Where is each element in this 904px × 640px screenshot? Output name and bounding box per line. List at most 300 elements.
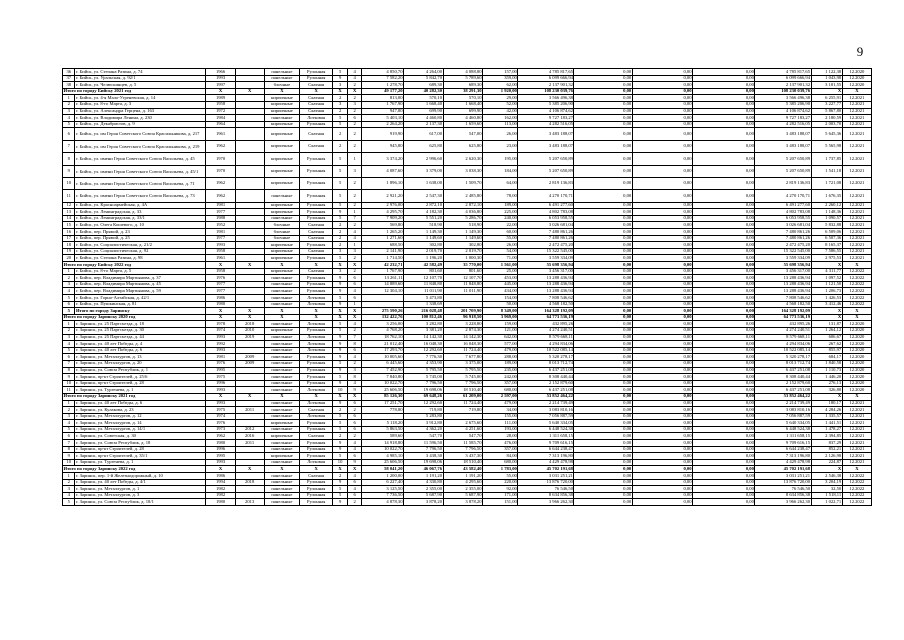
- table-cell: 3 381,20: [404, 327, 444, 334]
- table-cell: 12.2021: [842, 242, 871, 249]
- table-cell: 4 460,80: [404, 115, 444, 122]
- table-cell: 0,00: [632, 222, 692, 229]
- table-cell: X: [300, 466, 333, 473]
- table-cell: X: [347, 466, 362, 473]
- cell-address: г. Заринск, ул. Металлургов, д. 3: [75, 492, 206, 499]
- table-cell: 0,00: [693, 420, 755, 427]
- table-cell: 0,00: [574, 446, 632, 453]
- table-row: [63, 334, 872, 341]
- table-cell: 45 702 191,68: [755, 466, 811, 473]
- table-cell: 10 522 085,14: [755, 347, 811, 354]
- table-cell: 680,00: [483, 387, 518, 394]
- table-cell: 0,00: [632, 295, 692, 302]
- table-cell: 7 808 546,62: [755, 295, 811, 302]
- table-cell: кирпичные: [264, 128, 299, 140]
- cell-address: г. Заринск, ул. Металлургов, д. 13: [75, 354, 206, 361]
- table-cell: 3: [333, 101, 348, 108]
- table-cell: 6: [347, 275, 362, 282]
- table-cell: 0,00: [632, 128, 692, 140]
- table-cell: 5 207 650,89: [755, 165, 811, 177]
- table-cell: 12.2021: [842, 229, 871, 236]
- table-cell: 2010: [235, 327, 264, 334]
- table-cell: 12.2021: [842, 400, 871, 407]
- table-cell: 5: [333, 190, 348, 202]
- table-cell: панельные: [264, 301, 299, 308]
- table-cell: 45 702 191,68: [518, 466, 574, 473]
- table-cell: 4: [347, 69, 362, 76]
- table-cell: 4: [347, 473, 362, 480]
- table-cell: Рулонная: [300, 255, 333, 262]
- table-cell: 0,00: [574, 473, 632, 480]
- table-cell: 11: [63, 387, 75, 394]
- table-cell: 12 292,60: [404, 400, 444, 407]
- table-cell: 35 770,00: [443, 262, 483, 269]
- table-cell: [443, 295, 483, 302]
- table-cell: 12.2021: [842, 108, 871, 115]
- table-cell: панельные: [264, 492, 299, 499]
- table-cell: 0,00: [632, 115, 692, 122]
- table-cell: 0,00: [693, 479, 755, 486]
- table-cell: X: [333, 314, 348, 321]
- table-cell: X: [347, 262, 362, 269]
- table-cell: 0,00: [693, 321, 755, 328]
- table-cell: 2: [63, 407, 75, 414]
- table-cell: 8 308 440,44: [755, 374, 811, 381]
- table-cell: 1974: [206, 413, 235, 420]
- table-cell: X: [264, 466, 299, 473]
- table-cell: 3 456 317,00: [518, 268, 574, 275]
- table-cell: Рулонная: [300, 69, 333, 76]
- table-cell: 11 724,40: [443, 347, 483, 354]
- table-cell: 14 889,60: [362, 281, 404, 288]
- table-cell: 0,00: [693, 95, 755, 102]
- table-row: [63, 229, 872, 236]
- table-cell: 0,00: [574, 153, 632, 165]
- table-cell: 2: [347, 108, 362, 115]
- table-cell: кирпичные: [264, 95, 299, 102]
- table-cell: 5 842,70: [404, 75, 444, 82]
- table-cell: 25,00: [483, 268, 518, 275]
- table-cell: 5: [333, 165, 348, 177]
- table-cell: 1 196,20: [404, 255, 444, 262]
- table-cell: 2: [347, 121, 362, 128]
- table-cell: 5 687,90: [443, 492, 483, 499]
- table-cell: 589,60: [362, 433, 404, 440]
- table-cell: 0,00: [693, 433, 755, 440]
- table-cell: 2: [347, 433, 362, 440]
- table-cell: 4 429 478,98: [518, 459, 574, 466]
- table-cell: 689,30: [404, 82, 444, 89]
- table-cell: 1961: [206, 255, 235, 262]
- table-cell: 0,00: [693, 165, 755, 177]
- table-cell: 7 452,90: [362, 367, 404, 374]
- table-cell: 12.2021: [842, 121, 871, 128]
- table-cell: 1 446,20: [811, 374, 842, 381]
- table-cell: 1 659,60: [443, 121, 483, 128]
- table-cell: 7 796,50: [404, 380, 444, 387]
- table-row: [63, 153, 872, 165]
- table-cell: 11 585,70: [443, 440, 483, 447]
- table-cell: 0,00: [632, 82, 692, 89]
- table-cell: 2: [347, 222, 362, 229]
- table-cell: 2: [333, 222, 348, 229]
- table-cell: 0,00: [574, 215, 632, 222]
- table-cell: панельные: [264, 115, 299, 122]
- cell-address: г. Заринск, ул. Металлургов, д. 14: [75, 420, 206, 427]
- table-cell: блочные: [264, 229, 299, 236]
- table-cell: 3 559 334,09: [518, 255, 574, 262]
- table-cell: 5: [333, 215, 348, 222]
- table-cell: 8 634 856,38: [518, 492, 574, 499]
- table-cell: панельные: [264, 499, 299, 506]
- table-cell: Рулонная: [300, 242, 333, 249]
- table-cell: 3 483 188,07: [755, 128, 811, 140]
- table-cell: X: [206, 262, 235, 269]
- table-cell: [235, 108, 264, 115]
- table-cell: 1975: [206, 407, 235, 414]
- table-cell: 0,00: [693, 492, 755, 499]
- cell-address: г. Бийск, ул. имени Героя Советского Союза Васильева, д. 73: [75, 190, 206, 202]
- table-cell: 60,00: [483, 229, 518, 236]
- table-cell: 184,00: [483, 165, 518, 177]
- table-cell: 3 026 681,04: [755, 222, 811, 229]
- table-cell: 64 773 536,19: [518, 314, 574, 321]
- table-row: [63, 209, 872, 216]
- table-cell: 0,00: [693, 235, 755, 242]
- table-row: [63, 275, 872, 282]
- table-cell: 5: [333, 453, 348, 460]
- table-cell: 2 152 879,60: [518, 380, 574, 387]
- table-cell: 434,00: [483, 288, 518, 295]
- table-cell: 547,70: [404, 433, 444, 440]
- table-cell: 0,00: [574, 101, 632, 108]
- table-cell: 224,87: [811, 459, 842, 466]
- table-cell: X: [811, 262, 842, 269]
- cell-total-label: Итого по городу Заринску 2021 год: [63, 393, 206, 400]
- table-cell: 9: [333, 440, 348, 447]
- cell-address: г. Бийск, ул. Пушкинская, д. 81: [75, 301, 206, 308]
- table-cell: X: [235, 393, 264, 400]
- table-cell: 0,00: [574, 433, 632, 440]
- table-cell: панельные: [264, 341, 299, 348]
- buildings-table-container: [62, 68, 872, 506]
- table-cell: 0,00: [693, 466, 755, 473]
- table-cell: 22,00: [483, 222, 518, 229]
- table-cell: 2: [63, 327, 75, 334]
- table-cell: 1966: [206, 69, 235, 76]
- table-cell: 3: [333, 268, 348, 275]
- table-cell: 7 586,55: [811, 248, 842, 255]
- table-cell: панельные: [264, 413, 299, 420]
- cell-address: г. Бийск, ул. Уральская, д. 92/1: [75, 75, 206, 82]
- cell-address: г. Заринск, ул. Союза Республик, д. 18: [75, 440, 206, 447]
- table-cell: 8 579 668,11: [755, 334, 811, 341]
- table-cell: 15 322 545,00: [518, 248, 574, 255]
- cell-total-label: Итого по городу Заринску: [75, 308, 206, 315]
- table-cell: 4 294 834,06: [755, 341, 811, 348]
- table-cell: 28,00: [483, 433, 518, 440]
- table-cell: 9: [333, 367, 348, 374]
- cell-address: г. Заринск, ул. 40 лет Победы, д. 4: [75, 341, 206, 348]
- table-cell: X: [347, 308, 362, 315]
- table-cell: 2 355,00: [404, 486, 444, 493]
- table-cell: 1993: [206, 334, 235, 341]
- table-cell: 1993: [206, 459, 235, 466]
- table-cell: 0,00: [693, 347, 755, 354]
- table-cell: 0,00: [693, 295, 755, 302]
- table-cell: 6 099 666,94: [755, 75, 811, 82]
- table-cell: Рулонная: [300, 486, 333, 493]
- table-cell: 5: [333, 426, 348, 433]
- table-cell: 12.2021: [842, 209, 871, 216]
- table-cell: [235, 242, 264, 249]
- table-cell: 6 437 251,08: [755, 387, 811, 394]
- cell-total-label: Итого по городу Бийску 2022 год: [63, 262, 206, 269]
- table-cell: 53 852 464,22: [518, 393, 574, 400]
- cell-address: г. Бийск, ул. Красноармейская, д. 4А: [75, 202, 206, 209]
- table-cell: 1 668,40: [443, 101, 483, 108]
- table-cell: 4: [63, 420, 75, 427]
- table-cell: X: [264, 308, 299, 315]
- table-row: [63, 69, 872, 76]
- table-cell: 1970: [206, 165, 235, 177]
- table-cell: 0,00: [632, 327, 692, 334]
- table-cell: 14: [63, 215, 75, 222]
- table-cell: 276,13: [811, 380, 842, 387]
- table-cell: 7 796,50: [443, 380, 483, 387]
- table-cell: 12.2021: [842, 140, 871, 152]
- table-cell: 1 149,60: [443, 235, 483, 242]
- table-cell: 5 385 206,90: [755, 101, 811, 108]
- table-cell: 0,00: [632, 499, 692, 506]
- table-cell: X: [206, 393, 235, 400]
- table-cell: 2: [333, 242, 348, 249]
- table-cell: 4 284,26: [811, 407, 842, 414]
- table-row: [63, 165, 872, 177]
- table-cell: 5: [63, 499, 75, 506]
- table-cell: 9: [333, 400, 348, 407]
- table-cell: 18 510,40: [443, 387, 483, 394]
- table-cell: 2 137,30: [404, 121, 444, 128]
- table-cell: 3: [63, 334, 75, 341]
- table-row: [63, 446, 872, 453]
- table-cell: 2 260,12: [811, 202, 842, 209]
- table-cell: 6: [347, 492, 362, 499]
- table-cell: 9: [333, 301, 348, 308]
- table-cell: 6: [347, 295, 362, 302]
- table-cell: 162,00: [483, 115, 518, 122]
- table-cell: Лотковая: [300, 413, 333, 420]
- table-cell: панельные: [264, 426, 299, 433]
- table-cell: 17: [63, 235, 75, 242]
- table-cell: 12.2022: [842, 479, 871, 486]
- table-cell: 1 149,60: [404, 235, 444, 242]
- table-cell: 12.2021: [842, 248, 871, 255]
- table-row: [63, 288, 872, 295]
- table-cell: 2: [333, 433, 348, 440]
- cell-address: г. Заринск, ул. Тургенева, д. 1: [75, 387, 206, 394]
- table-cell: 0,00: [632, 374, 692, 381]
- table-cell: 1962: [206, 190, 235, 202]
- table-cell: 0,00: [632, 301, 692, 308]
- table-cell: 4: [63, 115, 75, 122]
- table-cell: Рулонная: [300, 367, 333, 374]
- table-cell: X: [300, 314, 333, 321]
- table-cell: 2: [347, 499, 362, 506]
- table-cell: 159,00: [483, 321, 518, 328]
- table-cell: 2 546,38: [811, 473, 842, 480]
- table-cell: 7 796,50: [404, 446, 444, 453]
- table-cell: 85 126,30: [362, 393, 404, 400]
- table-cell: 0,00: [693, 380, 755, 387]
- table-cell: 5: [333, 121, 348, 128]
- table-cell: 0,00: [693, 153, 755, 165]
- table-cell: 1995: [206, 367, 235, 374]
- table-cell: 0,00: [632, 108, 692, 115]
- table-cell: X: [264, 262, 299, 269]
- table-cell: 7 480 861,26: [755, 229, 811, 236]
- table-row: [63, 235, 872, 242]
- table-cell: 3: [333, 82, 348, 89]
- table-cell: [235, 190, 264, 202]
- cell-address: г. Бийск, ул. Ленинградская, д. 33/1: [75, 215, 206, 222]
- table-cell: 1 278,70: [362, 82, 404, 89]
- table-cell: X: [206, 314, 235, 321]
- table-cell: 0,00: [632, 177, 692, 189]
- table-row: [63, 347, 872, 354]
- table-cell: 4 036,80: [443, 209, 483, 216]
- table-cell: 0,00: [574, 295, 632, 302]
- table-cell: 1 022,71: [811, 499, 842, 506]
- table-cell: 0,00: [574, 281, 632, 288]
- table-cell: [235, 229, 264, 236]
- table-cell: 0,00: [632, 235, 692, 242]
- table-cell: 4: [347, 380, 362, 387]
- table-cell: 5: [333, 360, 348, 367]
- table-cell: 0,00: [632, 433, 692, 440]
- table-cell: 0,00: [574, 367, 632, 374]
- table-cell: 1 121,50: [811, 281, 842, 288]
- table-cell: панельные: [264, 407, 299, 414]
- table-cell: 801,60: [443, 268, 483, 275]
- table-cell: Рулонная: [300, 440, 333, 447]
- table-cell: 0,00: [632, 95, 692, 102]
- table-cell: 13 876 720,00: [518, 479, 574, 486]
- table-cell: 12.2021: [842, 433, 871, 440]
- table-cell: 5: [333, 69, 348, 76]
- table-cell: 6 053 958,55: [518, 215, 574, 222]
- table-cell: 6 491 277,60: [755, 202, 811, 209]
- table-cell: 0,00: [574, 75, 632, 82]
- table-cell: Рулонная: [300, 426, 333, 433]
- table-cell: 1993: [206, 75, 235, 82]
- table-cell: 154,00: [483, 295, 518, 302]
- table-cell: [235, 341, 264, 348]
- table-cell: 2: [333, 407, 348, 414]
- table-cell: 0,00: [574, 69, 632, 76]
- table-cell: 1993: [206, 242, 235, 249]
- table-cell: 0,00: [574, 387, 632, 394]
- table-cell: 719,80: [404, 407, 444, 414]
- table-cell: 50,00: [483, 301, 518, 308]
- table-cell: 3 125,50: [362, 486, 404, 493]
- table-cell: X: [811, 393, 842, 400]
- table-cell: 0,00: [693, 308, 755, 315]
- table-cell: 5: [333, 321, 348, 328]
- table-cell: [235, 275, 264, 282]
- table-cell: 0,00: [574, 288, 632, 295]
- table-cell: 0,00: [632, 101, 692, 108]
- table-cell: 151,00: [483, 499, 518, 506]
- table-cell: Скатная: [300, 140, 333, 152]
- table-cell: 1962: [206, 140, 235, 152]
- table-cell: 16: [63, 229, 75, 236]
- table-cell: X: [264, 393, 299, 400]
- cell-address: г. Заринск, пр-кт Строителей, д. 35/1: [75, 453, 206, 460]
- table-cell: 2: [347, 140, 362, 152]
- table-cell: Рулонная: [300, 354, 333, 361]
- table-cell: 4 251,60: [443, 426, 483, 433]
- table-cell: 9: [333, 209, 348, 216]
- table-row: [63, 101, 872, 108]
- table-cell: Рулонная: [300, 374, 333, 381]
- table-cell: 1994: [206, 479, 235, 486]
- table-cell: 577,00: [483, 341, 518, 348]
- table-cell: 4: [347, 235, 362, 242]
- table-cell: 1978: [206, 321, 235, 328]
- table-cell: кирпичные: [264, 202, 299, 209]
- table-cell: 0,00: [693, 262, 755, 269]
- table-cell: 12.2021: [842, 215, 871, 222]
- table-cell: панельные: [264, 321, 299, 328]
- table-cell: 12.2022: [842, 492, 871, 499]
- table-cell: Рулонная: [300, 177, 333, 189]
- table-row-total: [63, 393, 872, 400]
- table-cell: 9 727 183,27: [518, 115, 574, 122]
- table-cell: 78,00: [483, 190, 518, 202]
- table-cell: 0,00: [574, 88, 632, 95]
- table-cell: Скатная: [300, 82, 333, 89]
- table-cell: 6: [347, 115, 362, 122]
- table-cell: 92,00: [483, 486, 518, 493]
- table-cell: 0,00: [693, 82, 755, 89]
- table-cell: 6 445,60: [362, 360, 404, 367]
- table-cell: 0,00: [693, 242, 755, 249]
- table-cell: 0,00: [693, 354, 755, 361]
- table-cell: 12.2020: [842, 341, 871, 348]
- cell-address: г. Бийск, ул. Социалистическая, д. 21/2: [75, 242, 206, 249]
- table-cell: 432 895,26: [518, 321, 574, 328]
- table-cell: 5: [333, 153, 348, 165]
- table-cell: Лотковая: [300, 341, 333, 348]
- table-cell: 6 507,36: [811, 235, 842, 242]
- table-cell: 0,00: [693, 222, 755, 229]
- table-cell: 1976: [206, 420, 235, 427]
- table-cell: 0,00: [693, 453, 755, 460]
- table-row: [63, 341, 872, 348]
- table-cell: 0,00: [574, 301, 632, 308]
- table-cell: 5 551,20: [404, 215, 444, 222]
- table-row: [63, 374, 872, 381]
- table-cell: 5: [333, 295, 348, 302]
- table-cell: 12 107,70: [404, 275, 444, 282]
- table-cell: 5: [333, 202, 348, 209]
- table-cell: Рулонная: [300, 492, 333, 499]
- table-cell: 2: [333, 140, 348, 152]
- table-cell: X: [300, 308, 333, 315]
- table-cell: 11 011,90: [443, 288, 483, 295]
- table-row: [63, 121, 872, 128]
